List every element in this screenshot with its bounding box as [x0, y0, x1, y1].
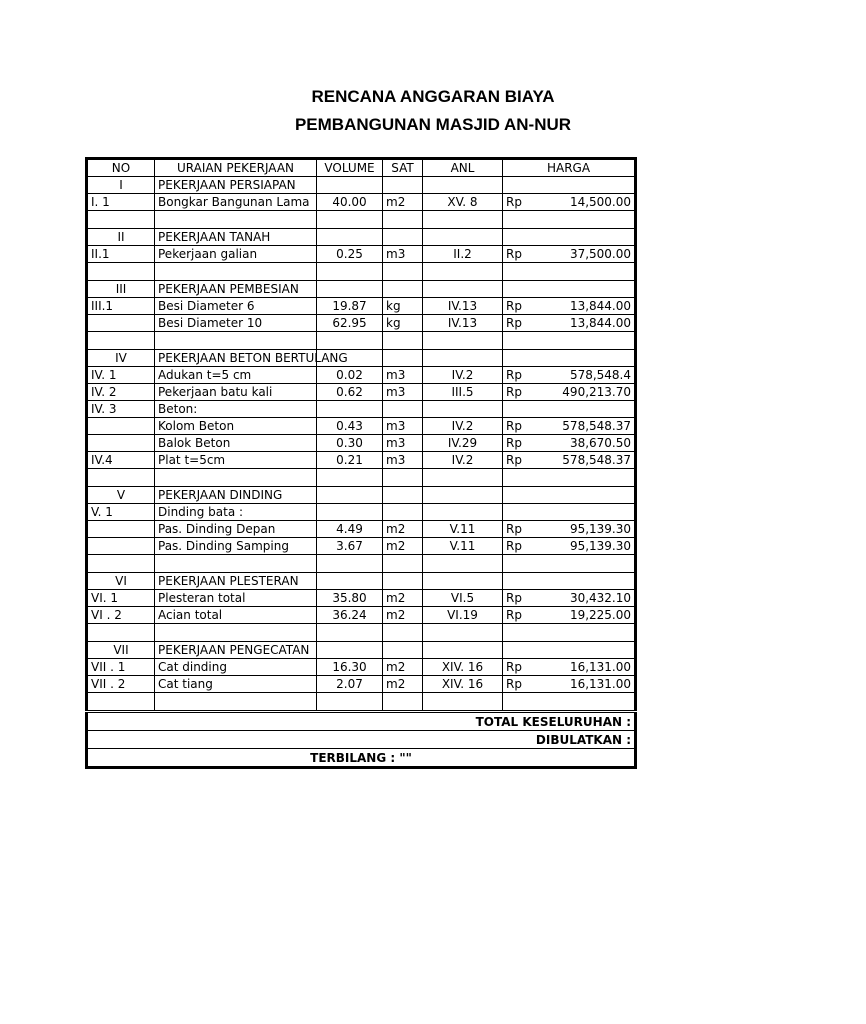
- item-no: VI . 2: [87, 607, 155, 624]
- table-row: [87, 435, 636, 452]
- section-no: VII: [87, 642, 155, 659]
- cell-uraian: [155, 555, 317, 573]
- table-header-row: [87, 159, 636, 177]
- cell-harga: [531, 642, 636, 659]
- cell-rp: [503, 642, 531, 659]
- item-currency: Rp: [503, 659, 531, 676]
- item-uraian: Pas. Dinding Samping: [155, 538, 317, 555]
- item-anl: IV.2: [423, 367, 503, 384]
- table-row: [87, 676, 636, 693]
- cell-uraian: [155, 693, 317, 712]
- cell-harga: [531, 177, 636, 194]
- section-title: PEKERJAAN DINDING: [155, 487, 317, 504]
- item-uraian: Plesteran total: [155, 590, 317, 607]
- cell-rp: [503, 263, 531, 281]
- section-row: [87, 177, 636, 194]
- cell-uraian: [155, 332, 317, 350]
- cell-volume: [317, 487, 383, 504]
- item-harga: 490,213.70: [531, 384, 636, 401]
- item-harga: 95,139.30: [531, 521, 636, 538]
- item-anl: IV.13: [423, 315, 503, 332]
- section-title: PEKERJAAN BETON BERTULANG: [155, 350, 317, 367]
- item-volume: 0.43: [317, 418, 383, 435]
- table-row: [87, 538, 636, 555]
- cell-sat: [383, 573, 423, 590]
- cell-volume: [317, 469, 383, 487]
- item-uraian: Plat t=5cm: [155, 452, 317, 469]
- cell-sat: [383, 281, 423, 298]
- table-body: [87, 177, 636, 712]
- section-no: III: [87, 281, 155, 298]
- cell-rp: [503, 350, 531, 367]
- item-no: [87, 435, 155, 452]
- terbilang-label: TERBILANG : "": [87, 749, 636, 768]
- item-no: IV.4: [87, 452, 155, 469]
- empty-row: [87, 624, 636, 642]
- table-row: [87, 659, 636, 676]
- rab-table: [85, 157, 637, 769]
- cell-harga: [531, 350, 636, 367]
- cell-harga: [531, 555, 636, 573]
- item-harga: 13,844.00: [531, 298, 636, 315]
- item-volume: 3.67: [317, 538, 383, 555]
- item-harga: 578,548.37: [531, 418, 636, 435]
- item-anl: XIV. 16: [423, 676, 503, 693]
- item-uraian: Besi Diameter 10: [155, 315, 317, 332]
- cell-harga: [531, 281, 636, 298]
- cell-rp: [503, 229, 531, 246]
- cell-sat: [383, 487, 423, 504]
- item-no: I. 1: [87, 194, 155, 211]
- item-sat: kg: [383, 298, 423, 315]
- item-uraian: Balok Beton: [155, 435, 317, 452]
- section-row: [87, 350, 636, 367]
- item-currency: [503, 401, 531, 418]
- section-no: V: [87, 487, 155, 504]
- cell-rp: [503, 693, 531, 712]
- item-no: [87, 521, 155, 538]
- item-volume: 62.95: [317, 315, 383, 332]
- item-volume: 36.24: [317, 607, 383, 624]
- section-row: [87, 281, 636, 298]
- cell-anl: [423, 281, 503, 298]
- item-anl: XV. 8: [423, 194, 503, 211]
- cell-harga: [531, 229, 636, 246]
- table-row: [87, 194, 636, 211]
- section-no: I: [87, 177, 155, 194]
- header-sat: SAT: [383, 159, 423, 177]
- item-anl: VI.19: [423, 607, 503, 624]
- table-row: [87, 418, 636, 435]
- table-row: [87, 452, 636, 469]
- cell-sat: [383, 229, 423, 246]
- header-volume: VOLUME: [317, 159, 383, 177]
- item-volume: [317, 401, 383, 418]
- header-uraian: URAIAN PEKERJAAN: [155, 159, 317, 177]
- total-label: TOTAL KESELURUHAN :: [87, 712, 636, 731]
- item-no: [87, 315, 155, 332]
- item-harga: 19,225.00: [531, 607, 636, 624]
- table-row: [87, 384, 636, 401]
- item-sat: m2: [383, 659, 423, 676]
- item-anl: VI.5: [423, 590, 503, 607]
- item-anl: IV.29: [423, 435, 503, 452]
- item-currency: Rp: [503, 367, 531, 384]
- item-anl: V.11: [423, 538, 503, 555]
- item-currency: Rp: [503, 194, 531, 211]
- item-sat: m2: [383, 538, 423, 555]
- cell-rp: [503, 469, 531, 487]
- item-currency: [503, 504, 531, 521]
- item-volume: 0.02: [317, 367, 383, 384]
- cell-anl: [423, 693, 503, 712]
- item-no: IV. 1: [87, 367, 155, 384]
- item-sat: m2: [383, 194, 423, 211]
- cell-sat: [383, 211, 423, 229]
- cell-anl: [423, 332, 503, 350]
- cell-harga: [531, 332, 636, 350]
- cell-anl: [423, 211, 503, 229]
- header-harga: HARGA: [503, 159, 636, 177]
- item-sat: m2: [383, 521, 423, 538]
- cell-volume: [317, 229, 383, 246]
- item-anl: IV.13: [423, 298, 503, 315]
- item-harga: 14,500.00: [531, 194, 636, 211]
- item-uraian: Dinding bata :: [155, 504, 317, 521]
- section-row: [87, 487, 636, 504]
- item-no: II.1: [87, 246, 155, 263]
- cell-anl: [423, 642, 503, 659]
- table-row: [87, 298, 636, 315]
- cell-sat: [383, 624, 423, 642]
- total-row: [87, 712, 636, 731]
- empty-row: [87, 693, 636, 712]
- cell-harga: [531, 211, 636, 229]
- item-uraian: Bongkar Bangunan Lama: [155, 194, 317, 211]
- section-row: [87, 229, 636, 246]
- cell-anl: [423, 624, 503, 642]
- cell-uraian: [155, 624, 317, 642]
- item-harga: 30,432.10: [531, 590, 636, 607]
- cell-harga: [531, 693, 636, 712]
- section-title: PEKERJAAN PENGECATAN: [155, 642, 317, 659]
- cell-no: [87, 263, 155, 281]
- table-row: [87, 246, 636, 263]
- cell-no: [87, 469, 155, 487]
- cell-volume: [317, 211, 383, 229]
- item-sat: m3: [383, 367, 423, 384]
- item-anl: [423, 504, 503, 521]
- item-uraian: Cat dinding: [155, 659, 317, 676]
- item-harga: [531, 504, 636, 521]
- header-anl: ANL: [423, 159, 503, 177]
- section-title: PEKERJAAN PERSIAPAN: [155, 177, 317, 194]
- item-harga: 16,131.00: [531, 659, 636, 676]
- item-sat: kg: [383, 315, 423, 332]
- item-anl: II.2: [423, 246, 503, 263]
- item-currency: Rp: [503, 521, 531, 538]
- section-no: VI: [87, 573, 155, 590]
- document-title: RENCANA ANGGARAN BIAYA: [311, 87, 555, 106]
- cell-volume: [317, 573, 383, 590]
- item-anl: [423, 401, 503, 418]
- item-sat: m2: [383, 607, 423, 624]
- item-volume: 0.62: [317, 384, 383, 401]
- item-volume: 2.07: [317, 676, 383, 693]
- cell-rp: [503, 555, 531, 573]
- cell-sat: [383, 177, 423, 194]
- table-row: [87, 607, 636, 624]
- item-uraian: Besi Diameter 6: [155, 298, 317, 315]
- item-currency: Rp: [503, 435, 531, 452]
- section-title: PEKERJAAN TANAH: [155, 229, 317, 246]
- item-sat: m3: [383, 384, 423, 401]
- cell-sat: [383, 555, 423, 573]
- cell-volume: [317, 555, 383, 573]
- item-anl: IV.2: [423, 418, 503, 435]
- terbilang-row: [87, 749, 636, 768]
- header-no: NO: [87, 159, 155, 177]
- item-no: [87, 538, 155, 555]
- cell-no: [87, 624, 155, 642]
- item-volume: 4.49: [317, 521, 383, 538]
- item-currency: Rp: [503, 246, 531, 263]
- item-volume: [317, 504, 383, 521]
- item-harga: [531, 401, 636, 418]
- cell-volume: [317, 332, 383, 350]
- cell-rp: [503, 281, 531, 298]
- item-harga: 578,548.4: [531, 367, 636, 384]
- cell-sat: [383, 642, 423, 659]
- cell-harga: [531, 573, 636, 590]
- cell-anl: [423, 573, 503, 590]
- cell-rp: [503, 573, 531, 590]
- cell-uraian: [155, 469, 317, 487]
- item-no: III.1: [87, 298, 155, 315]
- item-anl: V.11: [423, 521, 503, 538]
- item-sat: [383, 504, 423, 521]
- item-harga: 95,139.30: [531, 538, 636, 555]
- item-sat: m3: [383, 246, 423, 263]
- item-anl: XIV. 16: [423, 659, 503, 676]
- item-volume: 0.30: [317, 435, 383, 452]
- cell-volume: [317, 281, 383, 298]
- cell-volume: [317, 177, 383, 194]
- item-volume: 19.87: [317, 298, 383, 315]
- item-currency: Rp: [503, 538, 531, 555]
- cell-anl: [423, 263, 503, 281]
- item-harga: 38,670.50: [531, 435, 636, 452]
- cell-sat: [383, 332, 423, 350]
- item-currency: Rp: [503, 676, 531, 693]
- item-uraian: Kolom Beton: [155, 418, 317, 435]
- cell-sat: [383, 469, 423, 487]
- cell-harga: [531, 624, 636, 642]
- item-no: IV. 3: [87, 401, 155, 418]
- item-no: V. 1: [87, 504, 155, 521]
- cell-rp: [503, 487, 531, 504]
- cell-volume: [317, 263, 383, 281]
- section-title: PEKERJAAN PEMBESIAN: [155, 281, 317, 298]
- item-uraian: Acian total: [155, 607, 317, 624]
- item-harga: 37,500.00: [531, 246, 636, 263]
- table-row: [87, 504, 636, 521]
- cell-uraian: [155, 211, 317, 229]
- item-anl: III.5: [423, 384, 503, 401]
- cell-no: [87, 555, 155, 573]
- item-no: VI. 1: [87, 590, 155, 607]
- item-currency: Rp: [503, 418, 531, 435]
- cell-volume: [317, 624, 383, 642]
- section-row: [87, 573, 636, 590]
- item-no: VII . 1: [87, 659, 155, 676]
- item-uraian: Pekerjaan galian: [155, 246, 317, 263]
- item-sat: [383, 401, 423, 418]
- item-currency: Rp: [503, 315, 531, 332]
- item-no: IV. 2: [87, 384, 155, 401]
- cell-sat: [383, 263, 423, 281]
- item-sat: m2: [383, 590, 423, 607]
- dibulatkan-row: [87, 731, 636, 749]
- item-harga: 16,131.00: [531, 676, 636, 693]
- item-currency: Rp: [503, 607, 531, 624]
- empty-row: [87, 555, 636, 573]
- cell-no: [87, 211, 155, 229]
- cell-sat: [383, 350, 423, 367]
- item-no: VII . 2: [87, 676, 155, 693]
- cell-sat: [383, 693, 423, 712]
- cell-anl: [423, 177, 503, 194]
- empty-row: [87, 211, 636, 229]
- cell-harga: [531, 469, 636, 487]
- cell-anl: [423, 555, 503, 573]
- item-uraian: Pas. Dinding Depan: [155, 521, 317, 538]
- item-uraian: Cat tiang: [155, 676, 317, 693]
- cell-no: [87, 693, 155, 712]
- cell-rp: [503, 177, 531, 194]
- table-row: [87, 315, 636, 332]
- cell-rp: [503, 211, 531, 229]
- section-row: [87, 642, 636, 659]
- item-anl: IV.2: [423, 452, 503, 469]
- empty-row: [87, 263, 636, 281]
- cell-volume: [317, 642, 383, 659]
- document-subtitle: PEMBANGUNAN MASJID AN-NUR: [294, 115, 572, 134]
- cell-rp: [503, 624, 531, 642]
- cell-uraian: [155, 263, 317, 281]
- empty-row: [87, 469, 636, 487]
- cell-volume: [317, 693, 383, 712]
- item-uraian: Pekerjaan batu kali: [155, 384, 317, 401]
- cell-harga: [531, 487, 636, 504]
- table-row: [87, 590, 636, 607]
- item-uraian: Adukan t=5 cm: [155, 367, 317, 384]
- table-row: [87, 401, 636, 418]
- cell-anl: [423, 469, 503, 487]
- section-no: II: [87, 229, 155, 246]
- section-title: PEKERJAAN PLESTERAN: [155, 573, 317, 590]
- cell-anl: [423, 487, 503, 504]
- cell-anl: [423, 350, 503, 367]
- dibulatkan-label: DIBULATKAN :: [87, 731, 636, 749]
- cell-harga: [531, 263, 636, 281]
- cell-no: [87, 332, 155, 350]
- item-volume: 16.30: [317, 659, 383, 676]
- item-currency: Rp: [503, 452, 531, 469]
- item-volume: 35.80: [317, 590, 383, 607]
- item-sat: m3: [383, 435, 423, 452]
- item-uraian: Beton:: [155, 401, 317, 418]
- section-no: IV: [87, 350, 155, 367]
- cell-rp: [503, 332, 531, 350]
- item-harga: 578,548.37: [531, 452, 636, 469]
- item-currency: Rp: [503, 590, 531, 607]
- item-sat: m3: [383, 418, 423, 435]
- item-currency: Rp: [503, 384, 531, 401]
- table-row: [87, 521, 636, 538]
- item-volume: 0.25: [317, 246, 383, 263]
- item-harga: 13,844.00: [531, 315, 636, 332]
- item-volume: 40.00: [317, 194, 383, 211]
- item-sat: m3: [383, 452, 423, 469]
- item-no: [87, 418, 155, 435]
- cell-anl: [423, 229, 503, 246]
- item-currency: Rp: [503, 298, 531, 315]
- item-sat: m2: [383, 676, 423, 693]
- empty-row: [87, 332, 636, 350]
- item-volume: 0.21: [317, 452, 383, 469]
- table-row: [87, 367, 636, 384]
